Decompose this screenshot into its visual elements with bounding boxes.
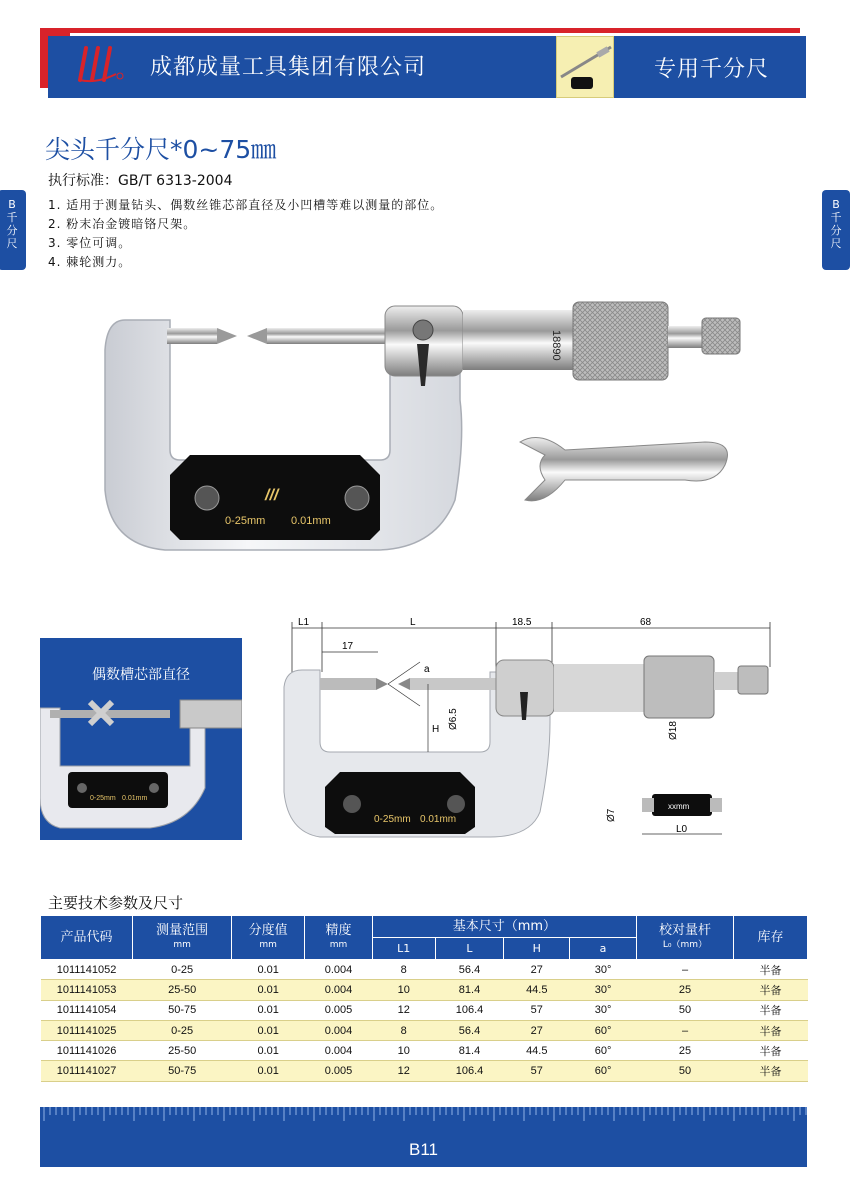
cell-a: 30°	[570, 960, 637, 980]
cell-L0: 25	[636, 980, 733, 1000]
feature-item: 1. 适用于测量钻头、偶数丝锥芯部直径及小凹槽等难以测量的部位。	[48, 198, 444, 212]
th-accuracy: 精度 mm	[305, 916, 373, 960]
cell-a: 60°	[570, 1020, 637, 1040]
cell-a: 30°	[570, 1000, 637, 1020]
cell-res: 0.01	[232, 1000, 305, 1020]
cell-L1: 8	[372, 1020, 435, 1040]
th-gauge: 校对量杆 L₀（mm）	[636, 916, 733, 960]
side-tab-right	[822, 190, 850, 270]
feature-list	[48, 196, 443, 272]
cell-L: 81.4	[435, 1041, 504, 1061]
table-row	[41, 1061, 808, 1081]
side-tab-char: 分	[6, 224, 18, 237]
dim-phi18: Ø18	[668, 721, 679, 740]
cell-L1: 10	[372, 980, 435, 1000]
cell-acc: 0.004	[305, 980, 373, 1000]
cell-L: 81.4	[435, 980, 504, 1000]
cell-res: 0.01	[232, 1061, 305, 1081]
dim-phi6-5: Ø6.5	[448, 708, 459, 730]
dim-L1: L1	[298, 617, 310, 628]
cell-H: 57	[504, 1061, 570, 1081]
cell-L: 56.4	[435, 1020, 504, 1040]
side-tab-char: 尺	[830, 237, 842, 250]
cell-L0: –	[636, 960, 733, 980]
table-row	[41, 1000, 808, 1020]
cell-code: 1011141053	[41, 980, 133, 1000]
micrometer-illustration	[95, 290, 755, 560]
th-resolution: 分度值 mm	[232, 916, 305, 960]
spec-table	[40, 915, 808, 1082]
cell-L1: 10	[372, 1041, 435, 1061]
th-basic-dims: 基本尺寸（mm）	[372, 916, 636, 938]
inset-label: 偶数槽芯部直径	[92, 667, 190, 683]
feature-item: 4. 棘轮测力。	[48, 255, 132, 269]
cell-acc: 0.004	[305, 1041, 373, 1061]
frame-range: 0-25mm	[225, 515, 266, 527]
footer-bar	[40, 1107, 807, 1167]
category-title: 专用千分尺	[654, 57, 770, 82]
cell-L0: 50	[636, 1000, 733, 1020]
cell-stock: 半备	[734, 1061, 808, 1081]
cell-res: 0.01	[232, 1041, 305, 1061]
cell-range: 0-25	[133, 960, 232, 980]
cell-H: 27	[504, 960, 570, 980]
th-code: 产品代码	[41, 916, 133, 960]
side-tab-char: 千	[830, 211, 842, 224]
cell-acc: 0.005	[305, 1000, 373, 1020]
cell-L: 106.4	[435, 1000, 504, 1020]
header-red-stripe	[40, 28, 800, 33]
cell-range: 50-75	[133, 1061, 232, 1081]
company-name: 成都成量工具集团有限公司	[150, 55, 427, 80]
cell-code: 1011141025	[41, 1020, 133, 1040]
cell-range: 0-25	[133, 1020, 232, 1040]
wrench	[520, 438, 728, 501]
cell-L0: 50	[636, 1061, 733, 1081]
cell-H: 44.5	[504, 1041, 570, 1061]
th-stock: 库存	[734, 916, 808, 960]
th-H: H	[504, 938, 570, 960]
cell-a: 60°	[570, 1061, 637, 1081]
side-tab-letter: B	[8, 198, 16, 211]
table-row	[41, 960, 808, 980]
cell-code: 1011141026	[41, 1041, 133, 1061]
cell-code: 1011141054	[41, 1000, 133, 1020]
dim-frame-range: 0-25mm	[374, 814, 411, 825]
side-tab-char: 尺	[6, 237, 18, 250]
company-logo	[76, 44, 128, 84]
cell-L1: 12	[372, 1061, 435, 1081]
th-L1: L1	[372, 938, 435, 960]
th-L: L	[435, 938, 504, 960]
inset-resolution: 0.01mm	[122, 795, 148, 802]
product-thumbnail	[556, 36, 614, 98]
table-row	[41, 1041, 808, 1061]
cell-L0: 25	[636, 1041, 733, 1061]
cell-stock: 半备	[734, 1041, 808, 1061]
cell-H: 57	[504, 1000, 570, 1020]
cell-acc: 0.004	[305, 960, 373, 980]
feature-item: 2. 粉末冶金镀暗铬尺架。	[48, 217, 197, 231]
dim-a: a	[424, 664, 430, 675]
cell-stock: 半备	[734, 960, 808, 980]
cell-range: 50-75	[133, 1000, 232, 1020]
cell-L: 106.4	[435, 1061, 504, 1081]
side-tab-char: 分	[830, 224, 842, 237]
cell-res: 0.01	[232, 960, 305, 980]
dim-17: 17	[342, 641, 354, 652]
inset-range: 0-25mm	[90, 795, 116, 802]
cell-a: 60°	[570, 1041, 637, 1061]
cell-acc: 0.004	[305, 1020, 373, 1040]
cell-L1: 8	[372, 960, 435, 980]
dim-frame-resolution: 0.01mm	[420, 814, 457, 825]
dim-phi7: Ø7	[606, 808, 617, 822]
product-title: 尖头千分尺*0~75㎜	[45, 135, 277, 164]
cell-H: 44.5	[504, 980, 570, 1000]
cell-code: 1011141052	[41, 960, 133, 980]
cell-L0: –	[636, 1020, 733, 1040]
dim-rod-label: xxmm	[668, 802, 690, 811]
thimble-text: 18890	[550, 330, 562, 361]
svg-text:///: ///	[265, 487, 279, 504]
cell-res: 0.01	[232, 1020, 305, 1040]
cell-range: 25-50	[133, 1041, 232, 1061]
table-row	[41, 1020, 808, 1040]
table-row	[41, 980, 808, 1000]
cell-a: 30°	[570, 980, 637, 1000]
cell-stock: 半备	[734, 1000, 808, 1020]
cell-L1: 12	[372, 1000, 435, 1020]
page-number: B11	[409, 1140, 438, 1159]
dim-L0: L0	[676, 824, 688, 835]
table-title: 主要技术参数及尺寸	[48, 894, 184, 912]
feature-item: 3. 零位可调。	[48, 236, 132, 250]
side-tab-letter: B	[832, 198, 840, 211]
cell-stock: 半备	[734, 980, 808, 1000]
side-tab-left	[0, 190, 26, 270]
dim-18-5: 18.5	[512, 617, 532, 628]
dim-L: L	[410, 617, 416, 628]
cell-res: 0.01	[232, 980, 305, 1000]
cell-acc: 0.005	[305, 1061, 373, 1081]
dim-H: H	[432, 724, 440, 735]
cell-L: 56.4	[435, 960, 504, 980]
dimension-drawing	[270, 612, 790, 852]
cell-stock: 半备	[734, 1020, 808, 1040]
side-tab-char: 千	[6, 211, 18, 224]
inset-photo	[40, 638, 242, 840]
th-a: a	[570, 938, 637, 960]
dim-68: 68	[640, 617, 652, 628]
th-range: 测量范围 mm	[133, 916, 232, 960]
cell-H: 27	[504, 1020, 570, 1040]
standard-text: 执行标准：GB/T 6313-2004	[48, 173, 233, 189]
cell-code: 1011141027	[41, 1061, 133, 1081]
cell-range: 25-50	[133, 980, 232, 1000]
frame-resolution: 0.01mm	[291, 515, 331, 527]
ruler-ticks	[40, 1107, 807, 1125]
